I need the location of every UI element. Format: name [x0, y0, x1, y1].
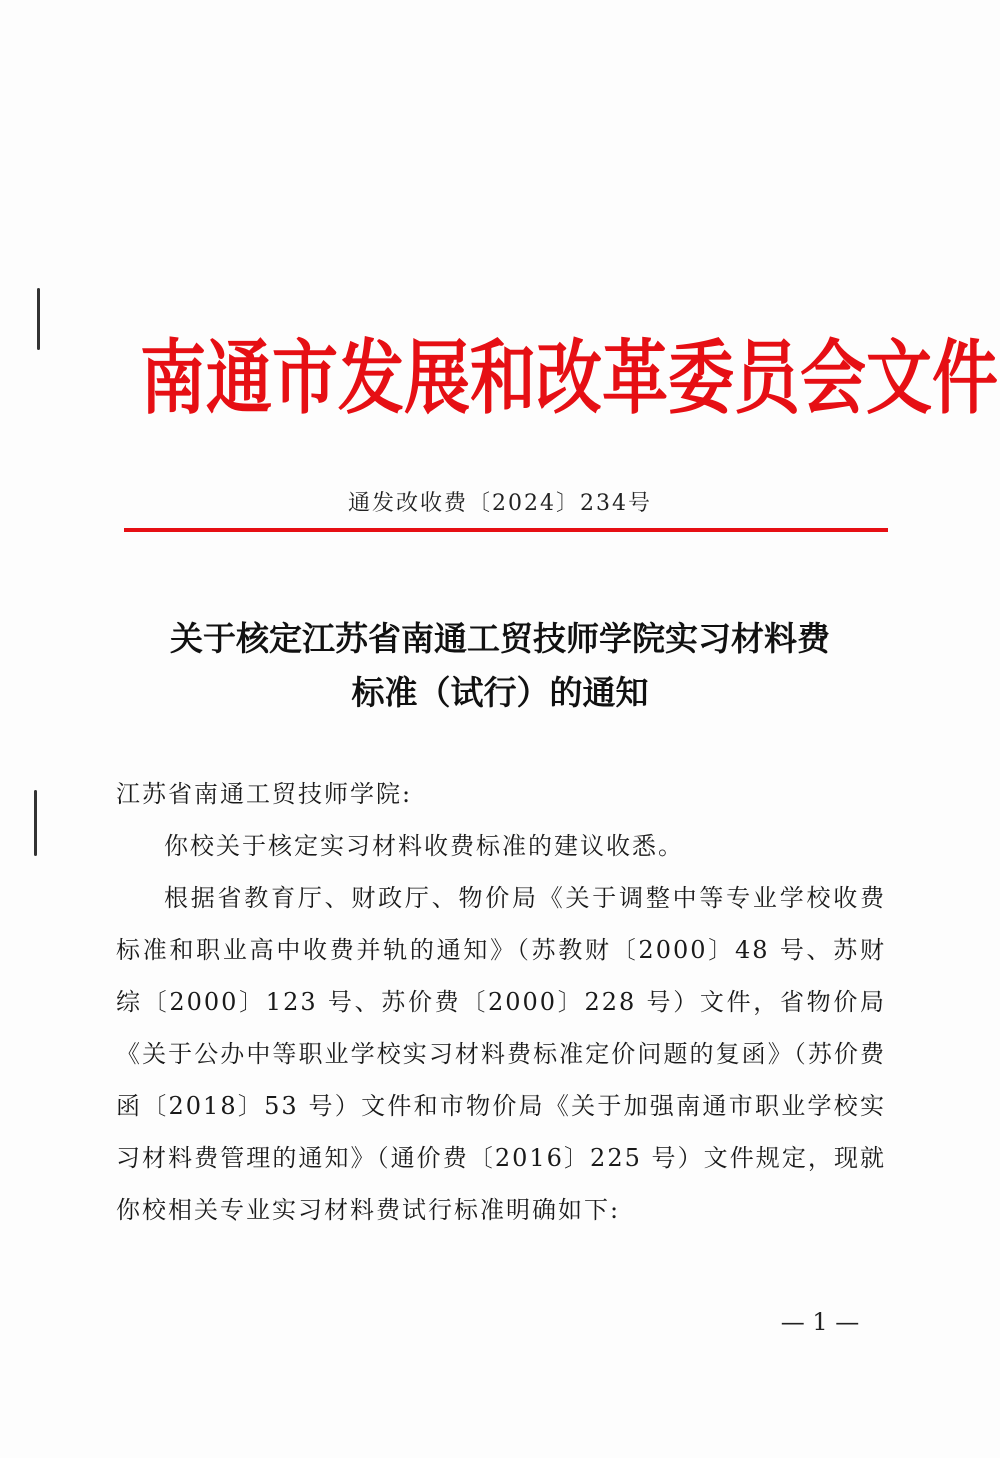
- title-line-2: 标准（试行）的通知: [351, 673, 649, 712]
- binding-mark-middle: [34, 790, 37, 856]
- paragraph-acknowledgement: 你校关于核定实习材料收费标准的建议收悉。: [164, 832, 684, 860]
- salutation: 江苏省南通工贸技师学院:: [116, 780, 413, 808]
- document-number: 通发改收费〔2024〕234号: [348, 491, 652, 516]
- paragraph-basis: 根据省教育厅、财政厅、物价局《关于调整中等专业学校收费标准和职业高中收费并轨的通知》（苏教财〔2000〕48 号、苏财综〔2000〕123 号、苏价费〔2000〕228 号）文件，省物价局《关于公办中等职业学校实习材料费标准定价问题的复函》（苏价费函〔2018〕53 号）文件和市物价局《关于加强南通市职业学校实习材料费管理的通知》（通价费〔2016〕225 号）文件规定，现就你校相关专业实习材料费试行标准明确如下:: [116, 884, 886, 1224]
- issuer-masthead: 南通市发展和改革委员会文件: [140, 331, 998, 426]
- page-number: — 1 —: [780, 1308, 860, 1336]
- binding-mark-top: [37, 288, 40, 350]
- document-title: [110, 612, 890, 720]
- title-line-1: 关于核定江苏省南通工贸技师学院实习材料费: [170, 619, 830, 658]
- red-divider-line: [124, 528, 888, 532]
- document-body: [116, 768, 886, 1236]
